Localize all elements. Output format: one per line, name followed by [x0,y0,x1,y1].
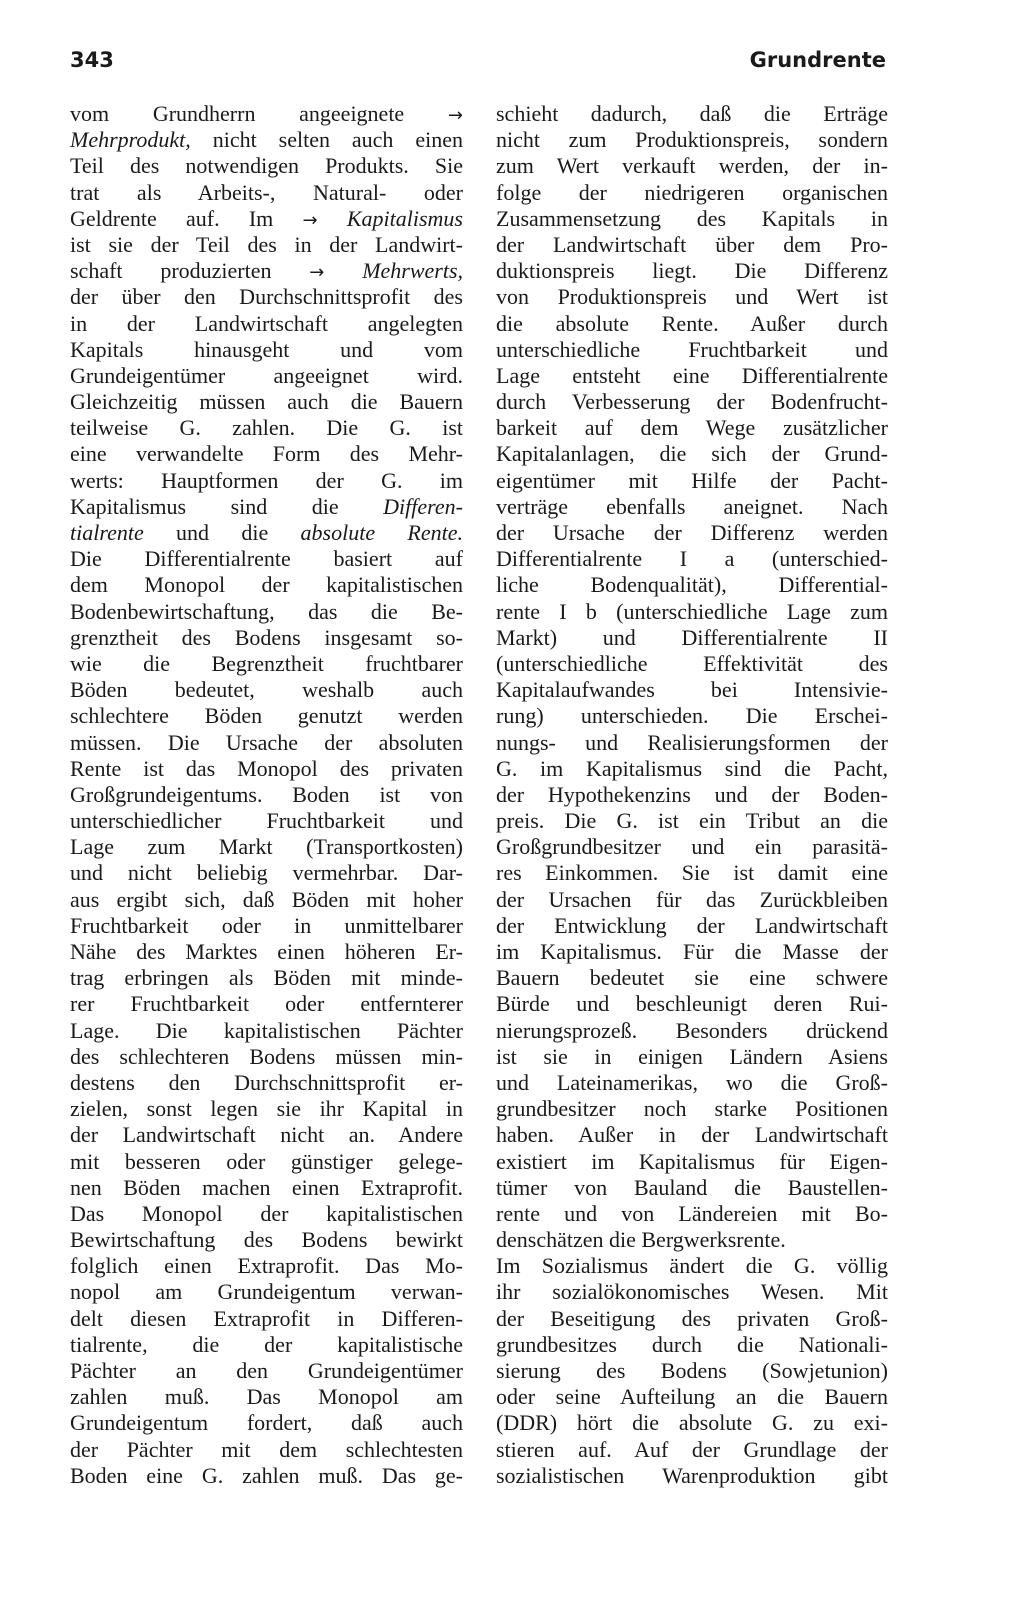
text-span: Bauern bedeutet sie eine schwere [496,965,888,991]
text-span: denschätzen die Bergwerksrente. [496,1227,786,1253]
text-line [70,991,463,1017]
text-span: zahlen muß. Das Monopol am [70,1384,463,1410]
text-line [496,1018,888,1044]
text-span: schieht dadurch, daß die Erträge [496,101,888,126]
text-line [496,1410,888,1436]
text-line [70,808,463,834]
text-line [70,153,463,179]
italic-term: Mehrwerts, [362,258,464,284]
cross-reference-arrow-icon: → [302,209,318,231]
text-span: Bewirtschaftung des Bodens bewirkt [70,1227,463,1253]
text-span: nen Böden machen einen Extraprofit. [70,1174,463,1200]
text-line [496,311,888,337]
text-line [70,730,463,756]
text-span: (unterschiedliche Effektivität des [496,650,888,676]
text-span: tümer von Bauland die Baustellen- [496,1174,888,1200]
text-span: grundbesitzer noch starke Positionen [496,1096,888,1122]
text-span: Markt) und Differentialrente II [496,624,888,650]
text-line [496,180,888,206]
text-line [70,677,463,703]
text-line [496,284,888,310]
text-line [496,991,888,1017]
text-line [70,651,463,677]
text-span: der Landwirtschaft über dem Pro- [496,231,888,257]
text-span: Kapitals hinausgeht und vom [70,336,463,362]
text-line [496,625,888,651]
text-span: und die [143,520,301,545]
text-line [70,494,463,520]
text-span: Teil des notwendigen Produkts. Sie [70,153,463,179]
text-span: des schlechteren Bodens müssen min- [70,1043,463,1069]
text-line [496,468,888,494]
text-line [496,546,888,572]
text-span: nicht zum Produktionspreis, sondern [496,127,888,153]
text-line [496,415,888,441]
cross-reference-arrow-icon: → [309,262,325,284]
text-line [496,232,888,258]
text-line [496,703,888,729]
text-span: Lage zum Markt (Transportkosten) [70,834,463,860]
text-line [496,599,888,625]
text-line [496,1201,888,1227]
text-span: werts: Hauptformen der G. im [70,467,463,493]
text-line [70,703,463,729]
text-span: Gleichzeitig müssen auch die Bauern [70,389,463,415]
text-span: teilweise G. zahlen. Die G. ist [70,415,463,441]
text-span: müssen. Die Ursache der absoluten [70,729,463,755]
text-span: verträge ebenfalls aneignet. Nach [496,493,888,519]
text-span: rer Fruchtbarkeit oder entfernterer [70,991,463,1017]
text-span: oder seine Aufteilung an die Bauern [496,1384,888,1410]
text-line [496,939,888,965]
text-span: zum Wert verkauft werden, der in- [496,153,888,179]
text-line [496,441,888,467]
text-span: nicht selten auch einen [190,127,463,153]
text-span: die absolute Rente. Außer durch [496,310,888,336]
running-head: Grundrente [749,48,886,72]
text-line [70,337,463,363]
text-span: in der Landwirtschaft angelegten [70,310,463,336]
italic-term: Mehrprodukt, [70,127,191,153]
text-span: im Kapitalismus. Für die Masse der [496,939,888,964]
text-span: existiert im Kapitalismus für Eigen- [496,1148,888,1174]
text-span: Großgrundeigentums. Boden ist von [70,781,463,807]
text-line [496,1279,888,1305]
text-line [496,1044,888,1070]
text-span: nopol am Grundeigentum verwan- [70,1279,463,1305]
text-span: ihr sozialökonomisches Wesen. Mit [496,1279,888,1305]
text-span: Großgrundbesitzer und ein parasitä- [496,834,888,860]
left-text-column [70,101,463,1489]
text-line [70,127,463,153]
text-line [496,389,888,415]
text-line [496,1122,888,1148]
text-line [496,101,888,127]
text-span: grenztheit des Bodens insgesamt so- [70,624,463,650]
text-span: grundbesitzes durch die Nationali- [496,1331,888,1357]
text-line [70,1358,463,1384]
text-line [70,1201,463,1227]
text-line [496,965,888,991]
text-span: rente I b (unterschiedliche Lage zum [496,598,888,624]
text-span: der Ursache der Differenz werden [496,520,888,545]
text-line [70,572,463,598]
text-span: Lage. Die kapitalistischen Pächter [70,1017,463,1043]
text-line [70,1175,463,1201]
text-span: Lage entsteht eine Differentialrente [496,362,888,388]
text-span: ist sie in einigen Ländern Asiens [496,1043,888,1069]
text-line [496,1070,888,1096]
text-span: aus ergibt sich, daß Böden mit hoher [70,886,463,912]
text-line [496,206,888,232]
text-span: tialrente, die der kapitalistische [70,1331,463,1357]
text-span: durch Verbesserung der Bodenfrucht- [496,389,888,415]
text-line [70,887,463,913]
text-span: der Hypothekenzins und der Boden- [496,781,888,807]
text-line [70,913,463,939]
text-line [70,1122,463,1148]
text-line [70,1227,463,1253]
text-span: zielen, sonst legen sie ihr Kapital in [70,1096,463,1122]
text-line [70,1410,463,1436]
text-span: Kapitalaufwandes bei Intensivie- [496,677,888,703]
text-span: folglich einen Extraprofit. Das Mo- [70,1253,463,1279]
text-span: (DDR) hört die absolute G. zu exi- [496,1410,888,1436]
text-line [70,520,463,546]
right-text-column [496,101,888,1489]
text-span: Nähe des Marktes einen höheren Er- [70,939,463,964]
text-line [496,153,888,179]
text-span: wie die Begrenztheit fruchtbarer [70,650,463,676]
text-line [70,1463,463,1489]
text-line [70,389,463,415]
text-span: der Entwicklung der Landwirtschaft [496,912,888,938]
italic-term: Differen- [383,493,463,519]
text-line [496,494,888,520]
text-line [496,258,888,284]
text-span: preis. Die G. ist ein Tribut an die [496,808,888,834]
text-span: Im Sozialismus ändert die G. völlig [496,1253,888,1279]
text-span: der Ursachen für das Zurückbleiben [496,886,888,912]
text-span: der Pächter mit dem schlechtesten [70,1436,463,1462]
text-line [70,311,463,337]
text-span: sierung des Bodens (Sowjetunion) [496,1358,888,1383]
text-line [496,1358,888,1384]
text-line [496,1175,888,1201]
text-span: unterschiedlicher Fruchtbarkeit und [70,808,463,834]
text-line [70,625,463,651]
text-line [70,1384,463,1410]
text-line [70,1332,463,1358]
text-span: Kapitalismus sind die [70,493,384,519]
text-span: Pächter an den Grundeigentümer [70,1358,463,1383]
text-span: dem Monopol der kapitalistischen [70,572,463,598]
cross-reference-arrow-icon: → [447,105,463,126]
text-span: nungs- und Realisierungsformen der [496,729,888,755]
text-span: rente und von Ländereien mit Bo- [496,1200,888,1226]
text-span: schaft produzierten [70,258,310,284]
text-line [496,1437,888,1463]
text-line [496,363,888,389]
text-line [70,415,463,441]
text-line [496,651,888,677]
text-line [70,101,463,127]
text-span: Bürde und beschleunigt deren Rui- [496,991,888,1017]
text-span: G. im Kapitalismus sind die Pacht, [496,755,888,781]
text-line [70,1279,463,1305]
text-span: unterschiedliche Fruchtbarkeit und [496,336,888,362]
text-line [496,677,888,703]
text-span: eigentümer mit Hilfe der Pacht- [496,467,888,493]
text-line [70,1070,463,1096]
text-span: res Einkommen. Sie ist damit eine [496,860,888,886]
italic-term: absolute Rente. [300,520,463,545]
text-line [70,284,463,310]
text-line [496,1227,888,1253]
text-span: trat als Arbeits-, Natural- oder [70,179,463,205]
text-line [70,782,463,808]
text-line [496,1253,888,1279]
text-span: liche Bodenqualität), Differential- [496,572,888,598]
text-span: Rente ist das Monopol des privaten [70,755,463,781]
text-span: barkeit auf dem Wege zusätzlicher [496,415,888,441]
text-span: Die Differentialrente basiert auf [70,546,463,572]
text-line [70,258,463,284]
text-line [496,730,888,756]
text-span: destens den Durchschnittsprofit er- [70,1069,463,1095]
text-span: Böden bedeutet, weshalb auch [70,677,463,703]
text-span: stieren auf. Auf der Grundlage der [496,1436,888,1462]
text-span: sozialistischen Warenproduktion gibt [496,1462,888,1488]
text-span: Grundeigentum fordert, daß auch [70,1410,463,1436]
text-span: ist sie der Teil des in der Landwirt- [70,231,463,257]
text-span [318,206,347,231]
text-span: trag erbringen als Böden mit minde- [70,965,463,991]
italic-term: Kapitalismus [346,205,463,231]
text-line [70,834,463,860]
text-line [70,1018,463,1044]
page-number: 343 [70,48,114,72]
text-line [70,441,463,467]
text-line [70,468,463,494]
text-line [70,860,463,886]
text-line [496,337,888,363]
text-span: der Beseitigung des privaten Groß- [496,1305,888,1331]
text-span: nierungsprozeß. Besonders drückend [496,1017,888,1043]
text-span: vom Grundherrn angeeignete [70,101,448,126]
text-line [70,180,463,206]
text-line [70,756,463,782]
text-span: der Landwirtschaft nicht an. Andere [70,1122,463,1148]
text-span: eine verwandelte Form des Mehr- [70,441,463,467]
text-span: rung) unterschieden. Die Erschei- [496,703,888,729]
text-line [496,1306,888,1332]
text-line [496,127,888,153]
text-span: folge der niedrigeren organischen [496,179,888,205]
text-span: Differentialrente I a (unterschied- [496,546,888,572]
text-span: haben. Außer in der Landwirtschaft [496,1122,888,1148]
text-line [70,1149,463,1175]
text-line [496,834,888,860]
text-line [70,546,463,572]
text-span: von Produktionspreis und Wert ist [496,284,888,310]
text-line [496,756,888,782]
text-line [496,520,888,546]
text-line [70,1437,463,1463]
text-span: der über den Durchschnittsprofit des [70,284,463,310]
text-span: Zusammensetzung des Kapitals in [496,205,888,231]
italic-term: tialrente [70,520,144,545]
text-line [70,363,463,389]
text-line [70,232,463,258]
text-span: Fruchtbarkeit oder in unmittelbarer [70,912,463,938]
text-line [496,1332,888,1358]
text-span: mit besseren oder günstiger gelege- [70,1148,463,1174]
text-span: und nicht beliebig vermehrbar. Dar- [70,860,463,886]
page-header [70,48,886,80]
text-line [70,1306,463,1332]
text-span: delt diesen Extraprofit in Differen- [70,1305,463,1331]
text-line [70,939,463,965]
text-span: Geldrente auf. Im [70,205,303,231]
text-span: schlechtere Böden genutzt werden [70,703,463,729]
text-line [70,1253,463,1279]
text-line [496,572,888,598]
text-span: duktionspreis liegt. Die Differenz [496,258,888,284]
text-line [70,1096,463,1122]
text-line [496,1463,888,1489]
text-span: Boden eine G. zahlen muß. Das ge- [70,1462,463,1488]
text-span: Bodenbewirtschaftung, das die Be- [70,598,463,624]
text-span [324,258,362,283]
text-line [496,887,888,913]
text-line [496,782,888,808]
text-span: Das Monopol der kapitalistischen [70,1200,463,1226]
text-span: und Lateinamerikas, wo die Groß- [496,1069,888,1095]
text-line [496,913,888,939]
text-line [496,1384,888,1410]
text-line [496,1149,888,1175]
text-line [496,860,888,886]
text-line [496,808,888,834]
text-line [70,599,463,625]
text-span: Kapitalanlagen, die sich der Grund- [496,441,888,467]
text-span: Grundeigentümer angeeignet wird. [70,362,463,388]
text-line [70,965,463,991]
text-line [70,206,463,232]
text-line [496,1096,888,1122]
text-line [70,1044,463,1070]
